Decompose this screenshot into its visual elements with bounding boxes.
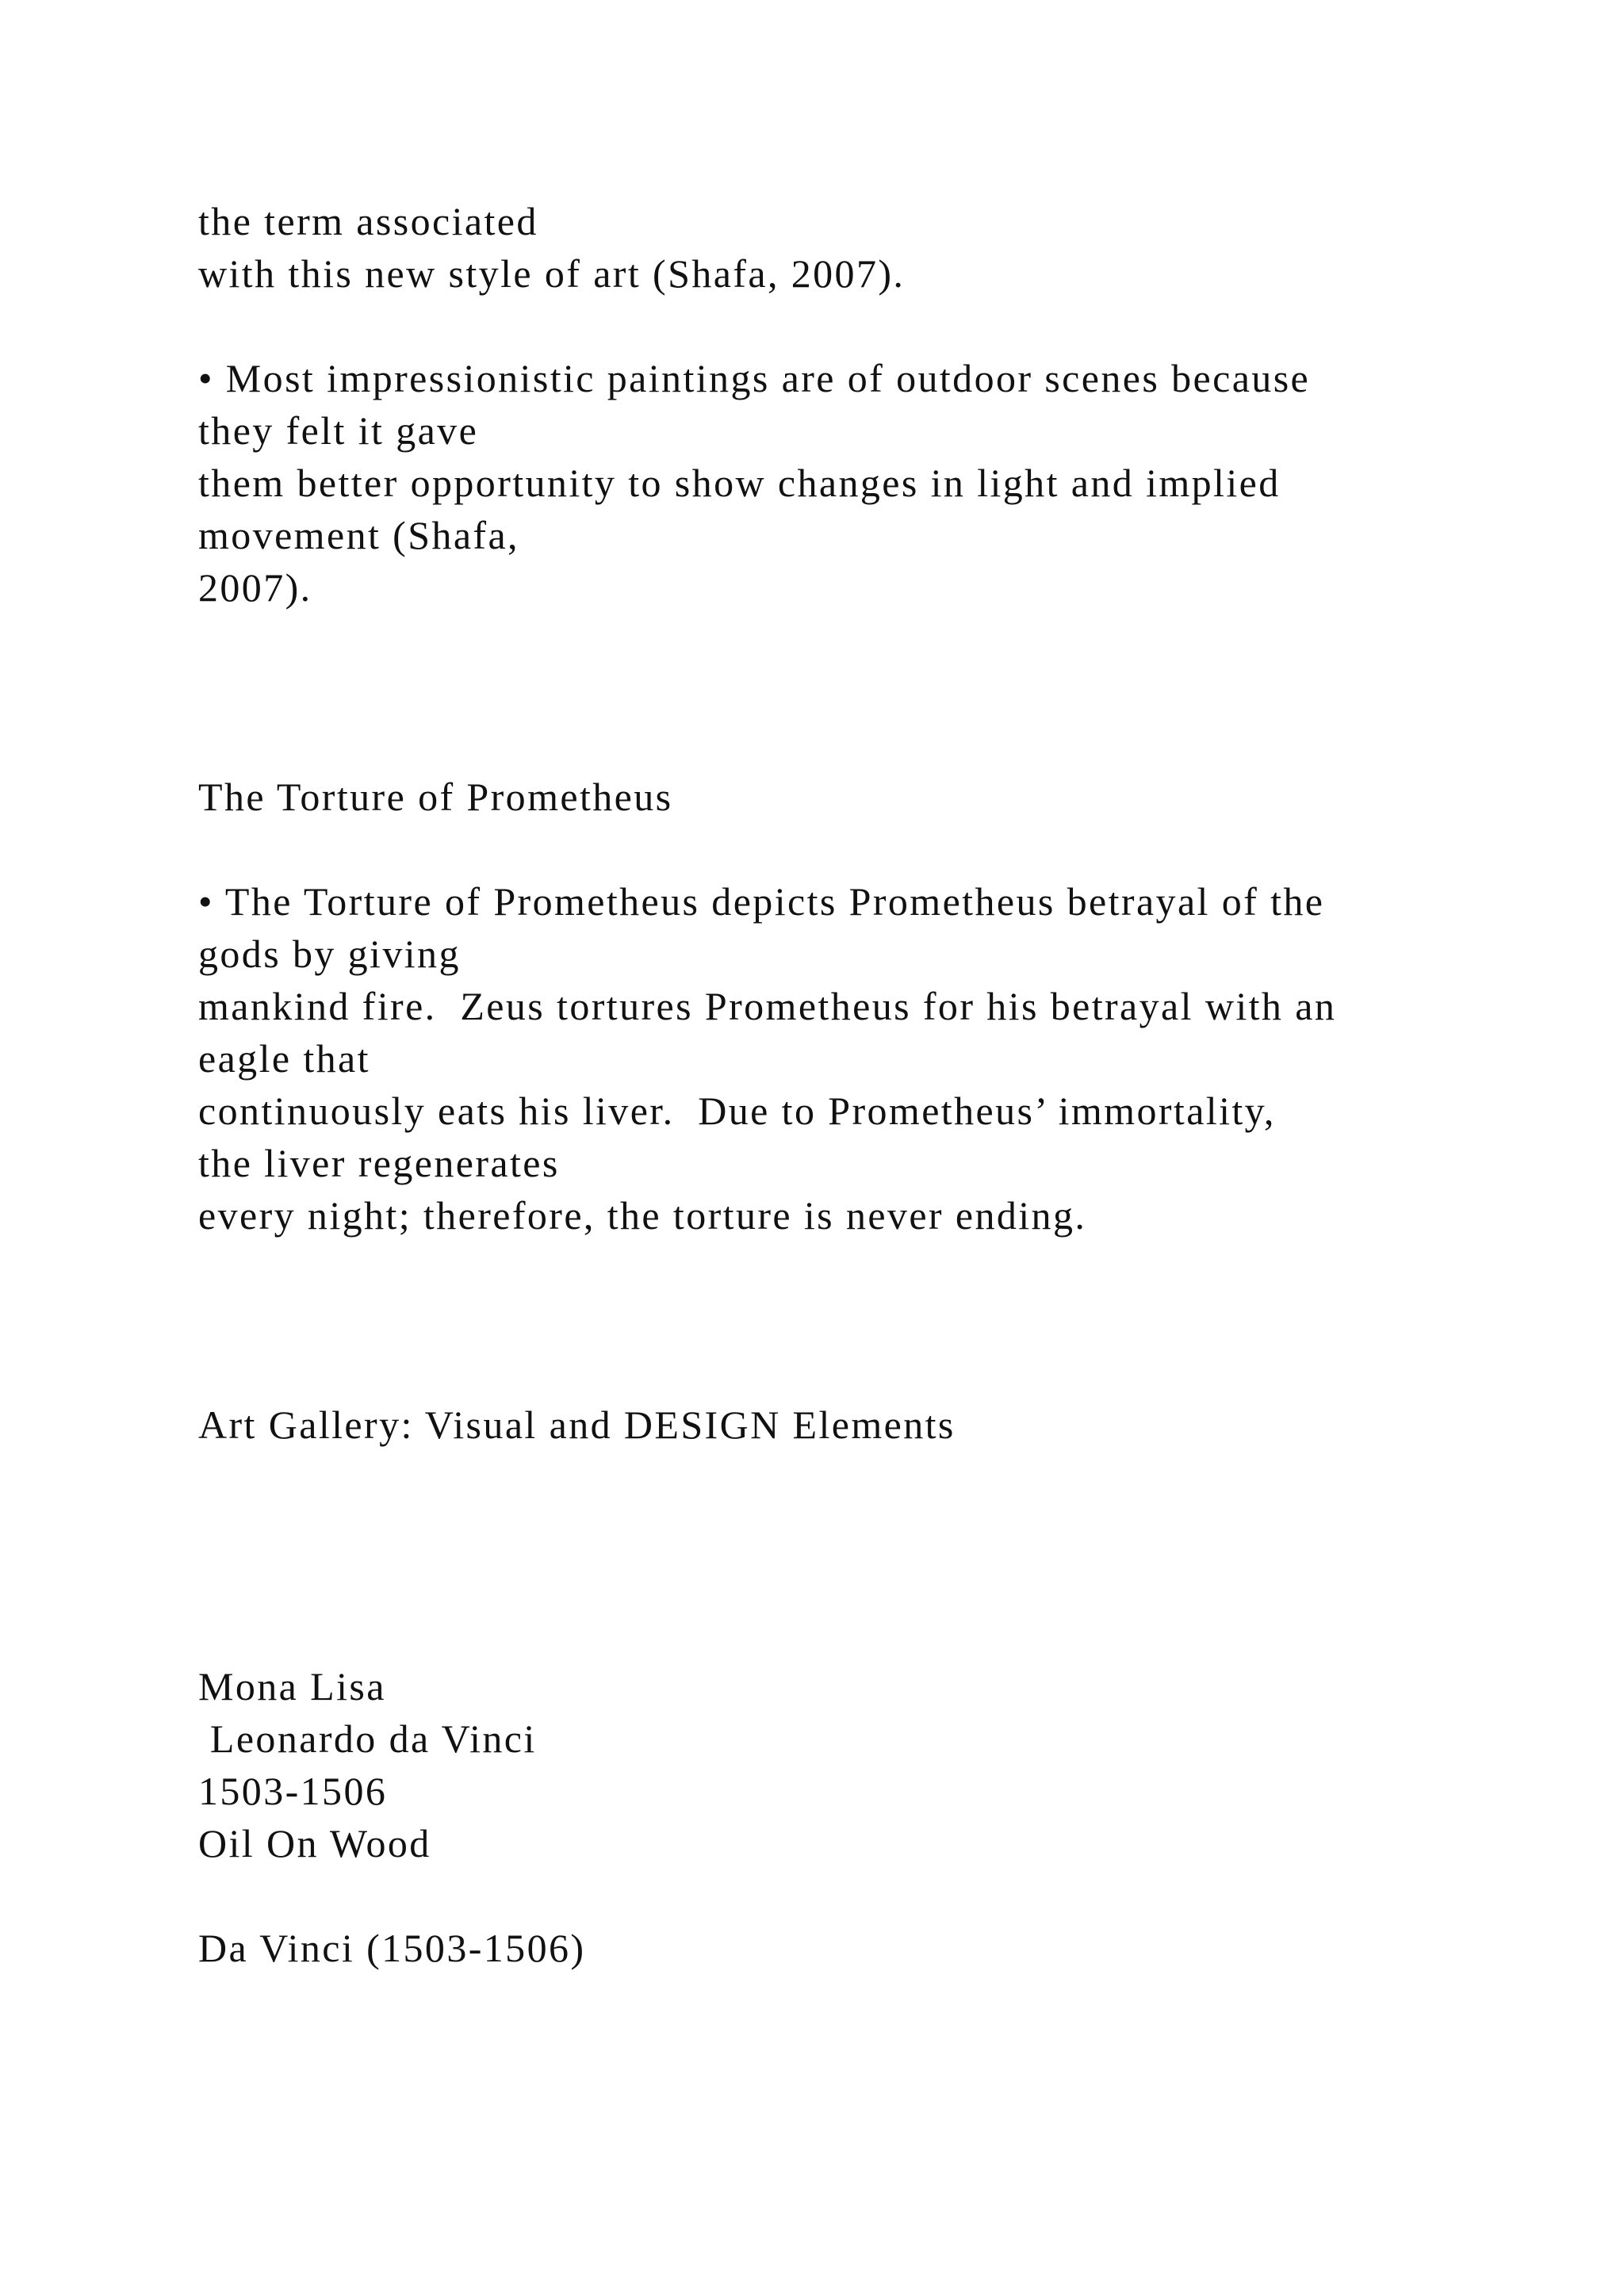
outdoor-bullet-line-5: 2007).: [198, 565, 312, 610]
outdoor-bullet-line-1: • Most impressionistic paintings are of outdoor scenes because: [198, 356, 1311, 400]
outdoor-bullet-line-4: movement (Shafa,: [198, 513, 519, 557]
prometheus-line-5: continuously eats his liver. Due to Prometheus’ immortality,: [198, 1089, 1276, 1133]
intro-line-2: with this new style of art (Shafa, 2007).: [198, 251, 906, 296]
artwork-dates: 1503-1506: [198, 1769, 388, 1813]
prometheus-line-7: every night; therefore, the torture is never ending.: [198, 1193, 1087, 1238]
artwork-citation: Da Vinci (1503-1506): [198, 1926, 586, 1970]
prometheus-line-4: eagle that: [198, 1036, 370, 1081]
outdoor-bullet-line-3: them better opportunity to show changes in light and implied: [198, 461, 1281, 505]
prometheus-line-3: mankind fire. Zeus tortures Prometheus for his betrayal with an: [198, 984, 1337, 1028]
artwork-title: Mona Lisa: [198, 1664, 386, 1709]
prometheus-line-2: gods by giving: [198, 932, 461, 976]
prometheus-line-1: • The Torture of Prometheus depicts Prometheus betrayal of the: [198, 879, 1325, 924]
gallery-heading: Art Gallery: Visual and DESIGN Elements: [198, 1402, 956, 1447]
intro-line-1: the term associated: [198, 199, 538, 243]
artwork-medium: Oil On Wood: [198, 1821, 431, 1866]
artwork-artist: Leonardo da Vinci: [198, 1716, 537, 1761]
prometheus-line-6: the liver regenerates: [198, 1141, 560, 1185]
prometheus-heading: The Torture of Prometheus: [198, 775, 673, 819]
outdoor-bullet-line-2: they felt it gave: [198, 408, 479, 453]
